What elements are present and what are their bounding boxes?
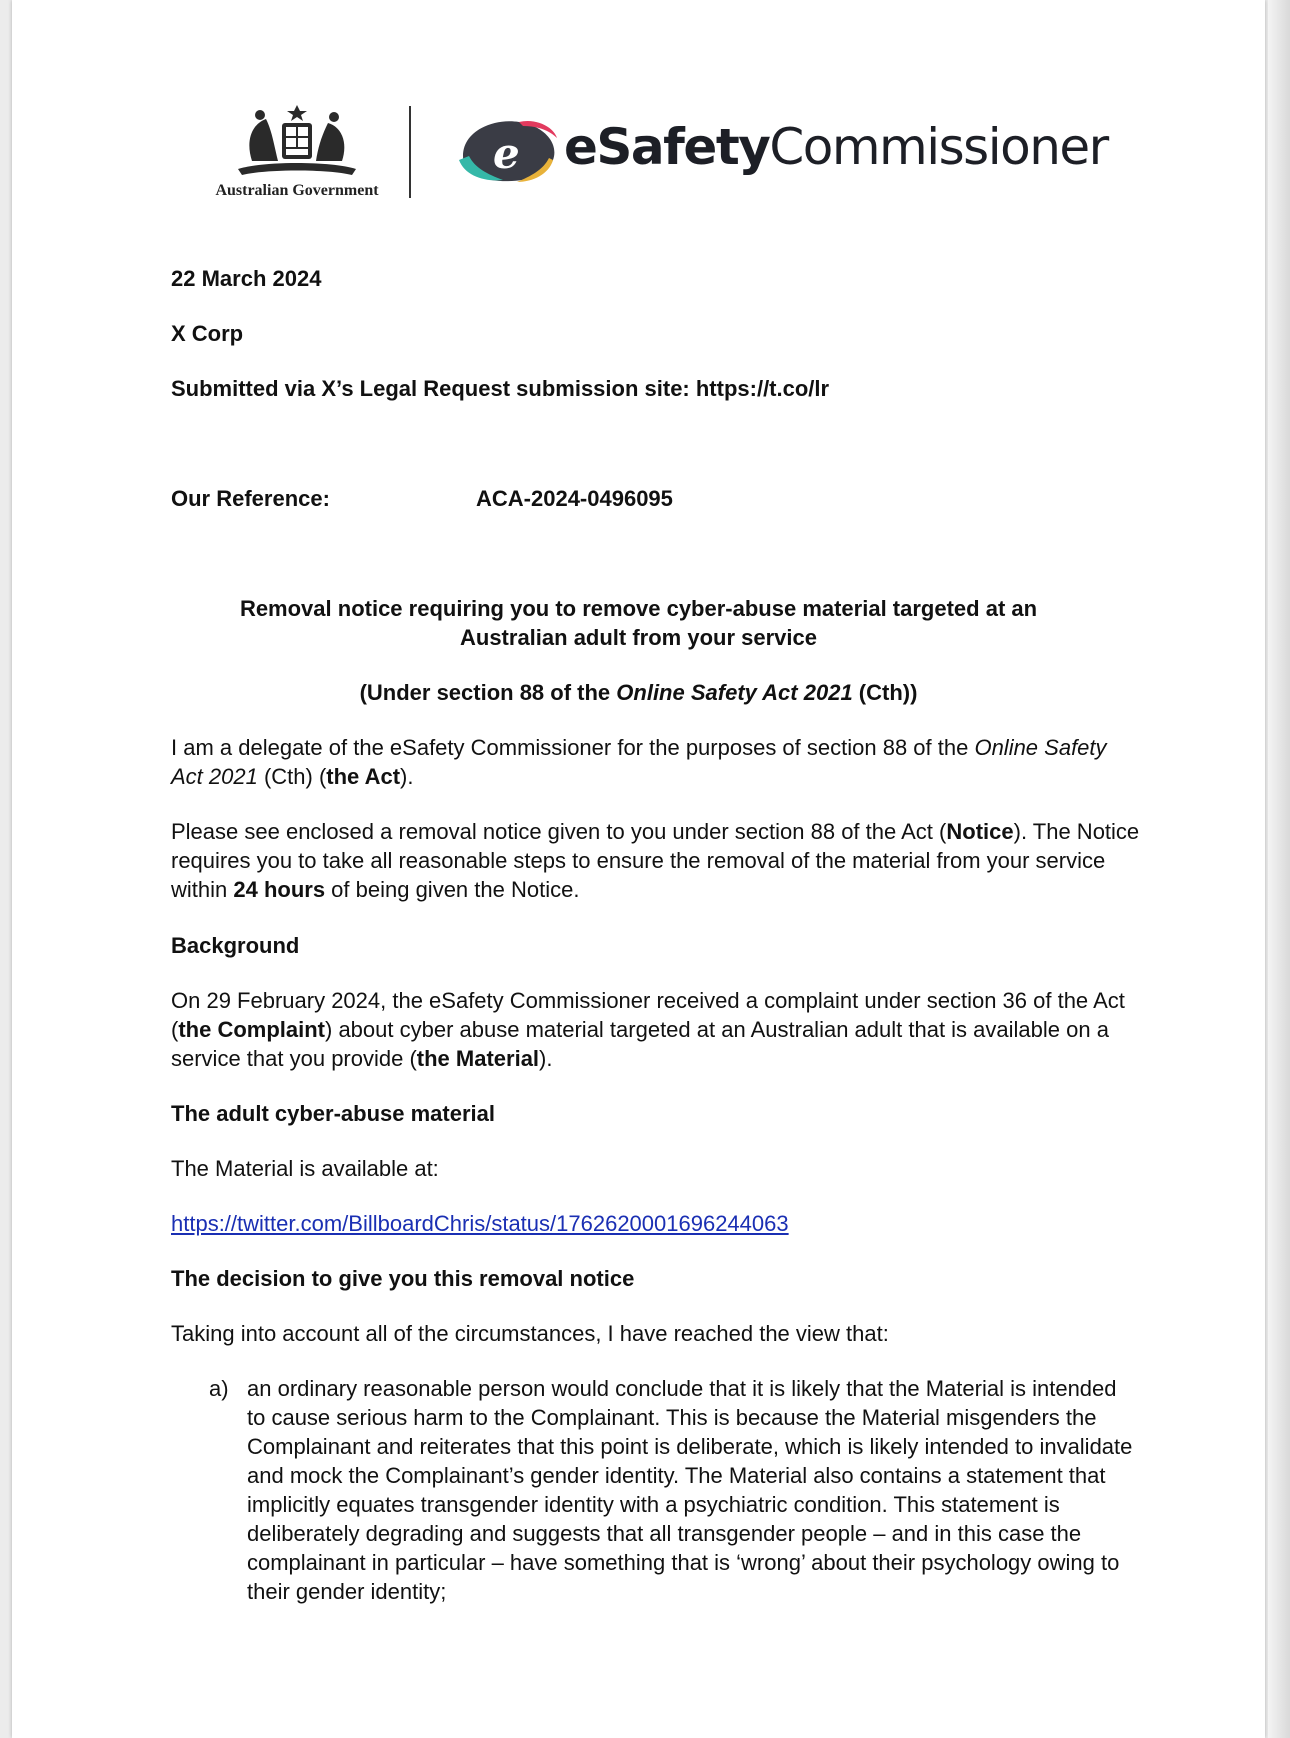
esafety-logo-icon <box>457 116 563 184</box>
notice-post: of being given the Notice. <box>325 877 580 902</box>
background-mid: ) about cyber abuse material targeted at an Australian adult that is available on a service that you provide ( <box>171 1017 1109 1071</box>
material-heading: The adult cyber-abuse material <box>171 1101 495 1126</box>
decision-heading: The decision to give you this removal notice <box>171 1266 635 1291</box>
background-post: ). <box>539 1046 553 1071</box>
intro-act-name: Online Safety Act 2021 <box>171 735 1107 789</box>
decision-intro: Taking into account all of the circumstances, I have reached the view that: <box>171 1321 889 1346</box>
intro-paragraph <box>171 733 1126 791</box>
government-name: Australian Government <box>215 182 379 199</box>
background-pre: On 29 February 2024, the eSafety Commissioner received a complaint under section 36 of the Act ( <box>171 988 1125 1042</box>
intro-pre: I am a delegate of the eSafety Commissioner for the purposes of section 88 of the <box>171 735 975 760</box>
notice-title <box>171 594 1106 652</box>
notice-paragraph <box>171 817 1141 904</box>
subtitle-post: (Cth)) <box>852 680 918 705</box>
notice-mid: ). The Notice requires you to take all reasonable steps to ensure the removal of the material from your service within <box>171 819 1140 902</box>
background-heading: Background <box>171 933 300 958</box>
logo-letter: e <box>493 129 520 178</box>
letterhead <box>12 0 1265 230</box>
subtitle-act-name: Online Safety Act 2021 <box>616 680 853 705</box>
background-paragraph <box>171 986 1131 1073</box>
page-edge <box>1268 0 1290 1738</box>
notice-title-line2: Australian adult from your service <box>460 625 817 650</box>
letter-page <box>12 0 1265 1738</box>
background-bold-complaint: the Complaint <box>178 1017 325 1042</box>
reference-value: ACA-2024-0496095 <box>476 486 673 511</box>
brand-name-suffix: Commissioner <box>769 118 1108 176</box>
brand-name <box>564 118 1108 176</box>
submission-line: Submitted via X’s Legal Request submission site: https://t.co/lr <box>171 376 830 401</box>
intro-mid: (Cth) ( <box>257 764 327 789</box>
letterhead-divider <box>409 106 411 198</box>
material-intro: The Material is available at: <box>171 1156 439 1181</box>
list-item-label: a) <box>209 1376 229 1401</box>
notice-pre: Please see enclosed a removal notice given to you under section 88 of the Act ( <box>171 819 947 844</box>
notice-bold-hours: 24 hours <box>233 877 326 902</box>
background-bold-material: the Material <box>416 1046 540 1071</box>
material-url-row <box>171 1209 1131 1238</box>
recipient-name: X Corp <box>171 321 244 346</box>
brand-name-prefix: eSafety <box>564 118 770 176</box>
material-url-link[interactable]: https://twitter.com/BillboardChris/status/1762620001696244063 <box>171 1211 789 1236</box>
notice-title-line1: Removal notice requiring you to remove cyber-abuse material targeted at an <box>239 596 1038 621</box>
list-item-text: an ordinary reasonable person would conclude that it is likely that the Material is intended to cause serious harm to the Complainant. This is because the Material misgenders the Complainant and reiterates that this point is deliberate, which is likely intended to invalidate and mock the Complainant’s gender identity. The Material also contains a statement that implicitly equates transgender identity with a psychiatric condition. This statement is deliberately degrading and suggests that all transgender people – and in this case the complainant in particular – have something that is ‘wrong’ about their psychology owing to their gender identity; <box>247 1376 1133 1604</box>
intro-bold: the Act <box>326 764 401 789</box>
subtitle-pre: (Under section 88 of the <box>359 680 617 705</box>
intro-post: ). <box>400 764 414 789</box>
notice-bold-notice: Notice <box>946 819 1014 844</box>
reference-label: Our Reference: <box>171 486 330 511</box>
notice-subtitle <box>171 678 1106 707</box>
letter-date: 22 March 2024 <box>171 266 322 291</box>
coat-of-arms-icon <box>232 103 362 183</box>
